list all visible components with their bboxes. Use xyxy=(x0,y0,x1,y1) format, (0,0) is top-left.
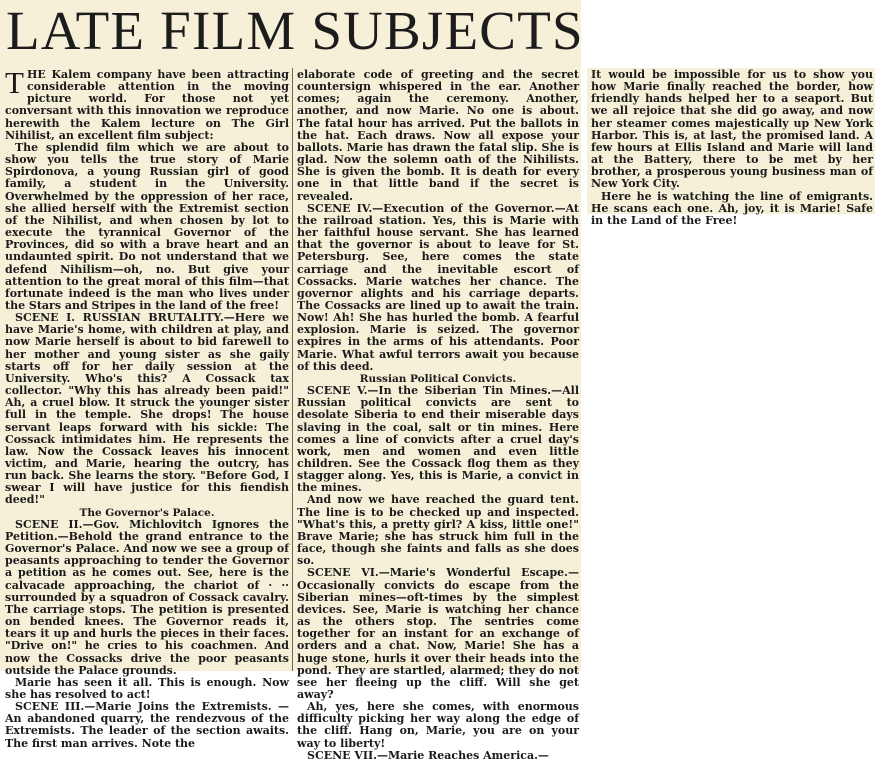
newspaper-clipping-continuation xyxy=(587,68,875,227)
paragraph: And now we have reached the guard tent. The line is to be checked up and inspected. "What's this, a pretty girl? A kiss, little one!" Brave Marie; she has struck him full in the face, though she faints and falls as she does so. xyxy=(297,493,579,568)
section-heading: Russian Political Convicts. xyxy=(359,372,517,385)
article-column-1 xyxy=(5,65,289,750)
paragraph: The splendid film which we are about to show you tells the true story of Marie Spirdonova, a young Russian girl of good family, a student in the University. Overwhelmed by the oppression of her race, she allied herself with the Extremist section of the Nihilist, and when chosen by lot to execute the tyrannical Governor of the Provinces, did so with a brave heart and an undaunted spirit. Do not understand that we defend Nihilism—oh, no. But give your attention to the great moral of this film—that fortunate indeed is the man who lives under the Stars and Stripes in the land of the free! xyxy=(5,140,289,312)
drop-cap: T xyxy=(5,65,24,100)
section-heading: The Governor's Palace. xyxy=(79,506,215,519)
paragraph: Marie has seen it all. This is enough. Now she has resolved to act! xyxy=(5,675,289,701)
article-column-3 xyxy=(591,68,873,227)
article-column-2 xyxy=(297,68,579,762)
paragraph: SCENE VII.—Marie Reaches America.— xyxy=(307,748,549,762)
column-rule xyxy=(292,68,293,671)
paragraph: SCENE V.—In the Siberian Tin Mines.—All Russian political convicts are sent to desolate Siberia to end their miserable days slaving in the coal, salt or tin mines. Here comes a line of convicts after a cruel day's work, men and women and even little children. See the Cossack flog them as they stagger along. Yes, this is Marie, a convict in the mines. xyxy=(297,384,579,495)
paragraph: It would be impossible for us to show you how Marie finally reached the border, how friendly hands helped her to a seaport. But we all rejoice that she did go away, and now her steamer comes majestically up New York Harbor. This is, at last, the promised land. A few hours at Ellis Island and Marie will land at the Battery, there to be met by her brother, a prosperous young business man of New York City. xyxy=(591,68,873,191)
paragraph: Ah, yes, here she comes, with enormous difficulty picking her way along the edge of the cliff. Hang on, Marie, you are on your way to liberty! xyxy=(297,700,579,750)
paragraph: SCENE III.—Marie Joins the Extremists. —An abandoned quarry, the rendezvous of the Extremists. The leader of the section awaits. The first man arrives. Note the xyxy=(5,700,289,750)
headline: LATE FILM SUBJECTS xyxy=(6,0,584,61)
paragraph: Here he is watching the line of emigrants. He scans each one. Ah, joy, it is Marie! Safe in the Land of the Free! xyxy=(591,189,873,227)
paragraph: SCENE VI.—Marie's Wonderful Escape.—Occasionally convicts do escape from the Siberian mines—oft-times by the simplest devices. See, Marie is watching her chance as the others stop. The sentries come together for an instant for an exchange of orders and a chat. Now, Marie! She has a huge stone, hurls it over their heads into the pond. They are startled, alarmed; they do not see her fleeing up the cliff. Will she get away? xyxy=(297,566,579,701)
intro-paragraph: THE Kalem company have been attracting considerable attention in the moving picture world. For those not yet conversant with this innovation we reproduce herewith the Kalem lecture on The Girl Nihilist, an excellent film subject: xyxy=(5,65,289,142)
paragraph: SCENE II.—Gov. Michlovitch Ignores the Petition.—Behold the grand entrance to the Governor's Palace. And now we see a group of peasants approaching to tender the Governor a petition as he comes out. See, here is the calvacade approaching, the chariot of · ·· surrounded by a squadron of Cossack cavalry. The carriage stops. The petition is presented on bended knees. The Governor reads it, tears it up and hurls the pieces in their faces. "Drive on!" he cries to his coachmen. And now the Cossacks drive the poor peasants outside the Palace grounds. xyxy=(5,517,289,677)
paragraph: elaborate code of greeting and the secret countersign whispered in the ear. Another comes; again the ceremony. Another, another, and now Marie. No one is about. The fatal hour has arrived. Put the ballots in the hat. Each draws. Now all expose your ballots. Marie has drawn the fatal slip. She is glad. Now the solemn oath of the Nihilists. She is given the bomb. It is death for every one in that little band if the secret is revealed. xyxy=(297,68,579,203)
paragraph: SCENE IV.—Execution of the Governor.—At the railroad station. Yes, this is Marie with her faithful house servant. She has learned that the governor is about to leave for St. Petersburg. See, here comes the state carriage and the inevitable escort of Cossacks. Marie watches her chance. The governor alights and his carriage departs. The Cossacks are lined up to await the train. Now! Ah! She has hurled the bomb. A fearful explosion. Marie is seized. The governor expires in the arms of his attendants. Poor Marie. What awful terrors await you because of this deed. xyxy=(297,201,579,373)
paragraph: SCENE I. RUSSIAN BRUTALITY.—Here we have Marie's home, with children at play, and now Marie herself is about to bid farewell to her mother and young sister as she gaily starts off for her daily session at the University. Who's this? A Cossack tax collector. "Why this has already been paid!" Ah, a cruel blow. It struck the younger sister full in the temple. She drops! The house servant leaps forward with his sickle: The Cossack intimidates him. He represents the law. Now the Cossack leaves his innocent victim, and Marie, hearing the outcry, has run back. She learns the story. "Before God, I swear I will have justice for this fiendish deed!" xyxy=(5,311,289,507)
